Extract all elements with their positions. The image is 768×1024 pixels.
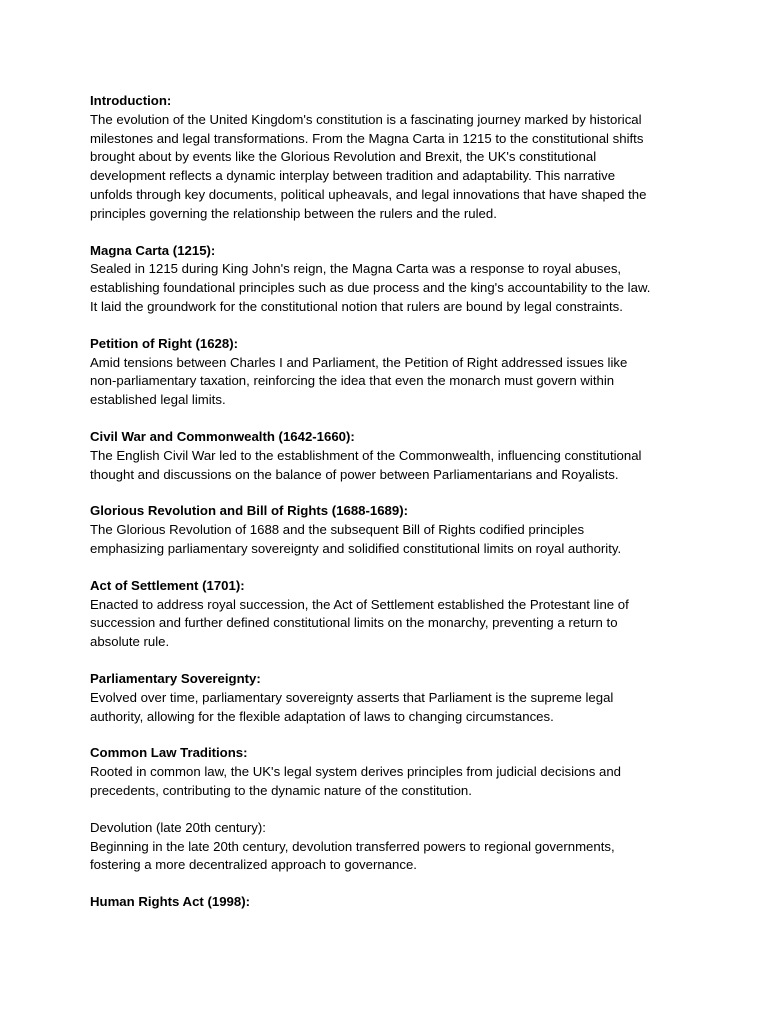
section-body bbox=[90, 689, 690, 727]
section-heading: Act of Settlement (1701): bbox=[90, 577, 245, 593]
body-line: brought about by events like the Glorious Revolution and Brexit, the UK's constitutional bbox=[90, 149, 597, 165]
body-line: The Glorious Revolution of 1688 and the subsequent Bill of Rights codified principles bbox=[90, 522, 585, 538]
body-line: absolute rule. bbox=[90, 634, 170, 650]
section-heading: Devolution (late 20th century): bbox=[90, 819, 266, 835]
section-heading: Parliamentary Sovereignty: bbox=[90, 670, 261, 686]
body-line: fostering a more decentralized approach to governance. bbox=[90, 857, 417, 873]
body-line: established legal limits. bbox=[90, 392, 226, 408]
section-common-law bbox=[90, 744, 690, 800]
body-line: precedents, contributing to the dynamic nature of the constitution. bbox=[90, 782, 472, 798]
section-devolution bbox=[90, 819, 690, 875]
body-line: Beginning in the late 20th century, devolution transferred powers to regional governments, bbox=[90, 838, 615, 854]
body-line: Rooted in common law, the UK's legal system derives principles from judicial decisions and bbox=[90, 764, 621, 780]
section-body bbox=[90, 596, 690, 652]
body-line: principles governing the relationship between the rulers and the ruled. bbox=[90, 205, 497, 221]
body-line: unfolds through key documents, political upheavals, and legal innovations that have shaped the bbox=[90, 186, 647, 202]
section-body bbox=[90, 111, 690, 224]
body-line: milestones and legal transformations. From the Magna Carta in 1215 to the constitutional shifts bbox=[90, 130, 644, 146]
section-heading: Civil War and Commonwealth (1642-1660): bbox=[90, 428, 355, 444]
body-line: Enacted to address royal succession, the Act of Settlement established the Protestant line of bbox=[90, 596, 629, 612]
body-line: Evolved over time, parliamentary sovereignty asserts that Parliament is the supreme legal bbox=[90, 689, 614, 705]
body-line: development reflects a dynamic interplay between tradition and adaptability. This narrative bbox=[90, 168, 616, 184]
body-line: succession and further defined constitutional limits on the monarchy, preventing a return to bbox=[90, 615, 618, 631]
section-petition-of-right bbox=[90, 335, 690, 410]
body-line: The English Civil War led to the establishment of the Commonwealth, influencing constitutional bbox=[90, 447, 642, 463]
document-page bbox=[90, 92, 690, 930]
section-body bbox=[90, 838, 690, 876]
section-glorious-revolution bbox=[90, 502, 690, 558]
section-body bbox=[90, 354, 690, 410]
section-civil-war bbox=[90, 428, 690, 484]
section-body bbox=[90, 521, 690, 559]
section-heading: Common Law Traditions: bbox=[90, 745, 248, 761]
section-heading: Petition of Right (1628): bbox=[90, 335, 238, 351]
section-body bbox=[90, 260, 690, 316]
section-human-rights-act bbox=[90, 893, 690, 912]
section-heading: Glorious Revolution and Bill of Rights (1688-1689): bbox=[90, 503, 409, 519]
body-line: Sealed in 1215 during King John's reign, the Magna Carta was a response to royal abuses, bbox=[90, 261, 622, 277]
body-line: establishing foundational principles such as due process and the king's accountability to the law. bbox=[90, 280, 651, 296]
section-magna-carta bbox=[90, 242, 690, 317]
body-line: Amid tensions between Charles I and Parliament, the Petition of Right addressed issues like bbox=[90, 354, 628, 370]
section-act-of-settlement bbox=[90, 577, 690, 652]
body-line: emphasizing parliamentary sovereignty and solidified constitutional limits on royal authority. bbox=[90, 540, 622, 556]
section-heading: Human Rights Act (1998): bbox=[90, 894, 250, 910]
section-body bbox=[90, 763, 690, 801]
body-line: It laid the groundwork for the constitutional notion that rulers are bound by legal constraints. bbox=[90, 298, 623, 314]
body-line: The evolution of the United Kingdom's constitution is a fascinating journey marked by historical bbox=[90, 111, 642, 127]
section-heading: Introduction: bbox=[90, 93, 172, 108]
section-parliamentary-sovereignty bbox=[90, 670, 690, 726]
section-heading: Magna Carta (1215): bbox=[90, 242, 216, 258]
body-line: thought and discussions on the balance of power between Parliamentarians and Royalists. bbox=[90, 466, 619, 482]
body-line: non-parliamentary taxation, reinforcing the idea that even the monarch must govern within bbox=[90, 373, 615, 389]
section-introduction bbox=[90, 92, 690, 224]
section-body bbox=[90, 447, 690, 485]
body-line: authority, allowing for the flexible adaptation of laws to changing circumstances. bbox=[90, 708, 554, 724]
